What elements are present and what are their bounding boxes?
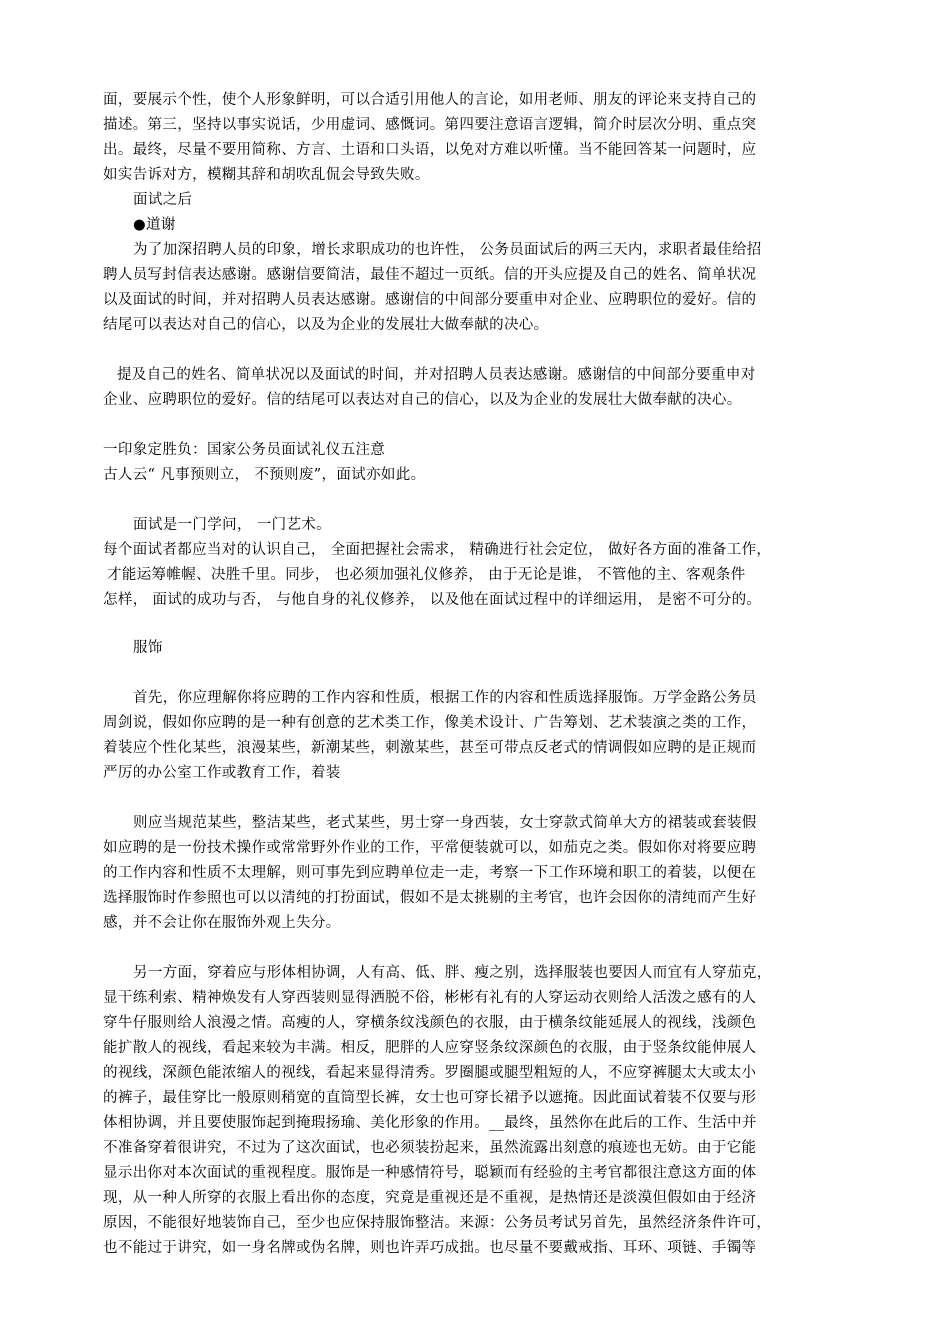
text-line: 面试是一门学问， 一门艺术。 — [133, 517, 332, 533]
text-line: 的裤子，最佳穿比一般原则稍宽的直筒型长裤，女士也可穿长裙予以遮掩。因此面试着装不仅要与形 — [103, 1090, 757, 1106]
text-line: 的视线，深颜色能浓缩人的视线，看起来显得清秀。罗圈腿或腿型粗短的人，不应穿裤腿太大或太小 — [103, 1065, 757, 1081]
text-line: 为了加深招聘人员的印象，增长求职成功的也许性， 公务员面试后的两三天内，求职者最佳给招 — [133, 242, 762, 258]
text-line: 如实告诉对方，模糊其辞和胡吹乱侃会导致失败。 — [103, 167, 430, 183]
text-line: 选择服饰时作参照也可以以清纯的打扮面试，假如不是太挑剔的主考官，也许会因你的清纯而产生好 — [103, 890, 757, 906]
text-line: 穿牛仔服则给人浪漫之情。高瘦的人，穿横条纹浅颜色的衣服，由于横条纹能延展人的视线，浅颜色 — [103, 1015, 757, 1031]
text-line: 以及面试的时间，并对招聘人员表达感谢。感谢信的中间部分要重申对企业、应聘职位的爱好。信的 — [103, 292, 757, 308]
text-line: 首先，你应理解你将应聘的工作内容和性质，根据工作的内容和性质选择服饰。万学金路公务员 — [133, 690, 757, 706]
section-title: 一印象定胜负：国家公务员面试礼仪五注意 — [103, 442, 386, 458]
text-line: 体相协调，并且要使服饰起到掩瑕扬瑜、美化形象的作用。__最终，虽然你在此后的工作、生活中并 — [103, 1115, 757, 1131]
section-heading: 面试之后 — [133, 192, 193, 208]
text-line: 如应聘的是一份技术操作或常常野外作业的工作，平常便装就可以，如茄克之类。假如你对将要应聘 — [103, 840, 757, 856]
text-line: 原因，不能很好地装饰自己，至少也应保持服饰整洁。来源：公务员考试另首先，虽然经济条件许可， — [103, 1215, 772, 1231]
text-line: 现，从一种人所穿的衣服上看出你的态度，究竟是重视还是不重视，是热情还是淡漠但假如由于经济 — [103, 1190, 757, 1206]
section-heading: 服饰 — [133, 640, 163, 656]
text-line: 聘人员写封信表达感谢。感谢信要简洁，最佳不超过一页纸。信的开头应提及自己的姓名、简单状况 — [103, 267, 757, 283]
text-line: 周剑说，假如你应聘的是一种有创意的艺术类工作，像美术设计、广告筹划、艺术装演之类的工作， — [103, 715, 757, 731]
text-line: 显示出你对本次面试的重视程度。服饰是一种感情符号，聪颖而有经验的主考官都很注意这方面的体 — [103, 1165, 757, 1181]
text-line: 结尾可以表达对自己的信心，以及为企业的发展壮大做奉献的决心。 — [103, 317, 549, 333]
text-line: 怎样， 面试的成功与否， 与他自身的礼仪修养， 以及他在面试过程中的详细运用， 是密不可分的。 — [103, 592, 762, 608]
text-line: 另一方面，穿着应与形体相协调，人有高、低、胖、瘦之别，选择服装也要因人而宜有人穿茄克， — [133, 965, 772, 981]
text-line: 显干练利索、精神焕发有人穿西装则显得洒脱不俗，彬彬有礼有的人穿运动衣则给人活泼之感有的人 — [103, 990, 757, 1006]
text-line: 的工作内容和性质不太理解，则可事先到应聘单位走一走，考察一下工作环境和职工的着装，以便在 — [103, 865, 757, 881]
text-line: 企业、应聘职位的爱好。信的结尾可以表达对自己的信心，以及为企业的发展壮大做奉献的决心。 — [103, 392, 742, 408]
text-line: 古人云“ 凡事预则立， 不预则废”，面试亦如此。 — [103, 467, 426, 483]
text-line: 严厉的办公室工作或教育工作，着装 — [103, 765, 341, 781]
text-line: 面，要展示个性，使个人形象鲜明，可以合适引用他人的言论，如用老师、朋友的评论来支持自己的 — [103, 92, 757, 108]
text-line: 则应当规范某些，整洁某些，老式某些，男士穿一身西装，女士穿款式简单大方的裙装或套装假 — [133, 815, 757, 831]
text-line: 出。最终，尽量不要用简称、方言、土语和口头语，以免对方难以听懂。当不能回答某一问题时，应 — [103, 142, 757, 158]
text-line: 不准备穿着很讲究，不过为了这次面试，也必须装扮起来，虽然流露出刻意的痕迹也无妨。由于它能 — [103, 1140, 757, 1156]
text-line: 能扩散人的视线，看起来较为丰满。相反，肥胖的人应穿竖条纹深颜色的衣服，由于竖条纹能伸展人 — [103, 1040, 757, 1056]
text-line: 描述。第三，坚持以事实说话，少用虚词、感慨词。第四要注意语言逻辑，简介时层次分明、重点突 — [103, 117, 757, 133]
text-line: 每个面试者都应当对的认识自己， 全面把握社会需求， 精确进行社会定位， 做好各方面的准备工作， — [103, 542, 772, 558]
text-line: 感，并不会让你在服饰外观上失分。 — [103, 915, 341, 931]
text-line: 提及自己的姓名、简单状况以及面试的时间，并对招聘人员表达感谢。感谢信的中间部分要重申对 — [117, 367, 756, 383]
text-line: 才能运筹帷幄、决胜千里。同步， 也必须加强礼仪修养， 由于无论是谁， 不管他的主、客观条件 — [107, 567, 746, 583]
text-line: 也不能过于讲究，如一身名牌或伪名牌，则也许弄巧成拙。也尽量不要戴戒指、耳环、项链、手镯等 — [103, 1240, 757, 1256]
text-line: 着装应个性化某些，浪漫某些，新潮某些，刺激某些，甚至可带点反老式的情调假如应聘的是正规而 — [103, 740, 757, 756]
bullet-heading: ●道谢 — [133, 217, 176, 233]
